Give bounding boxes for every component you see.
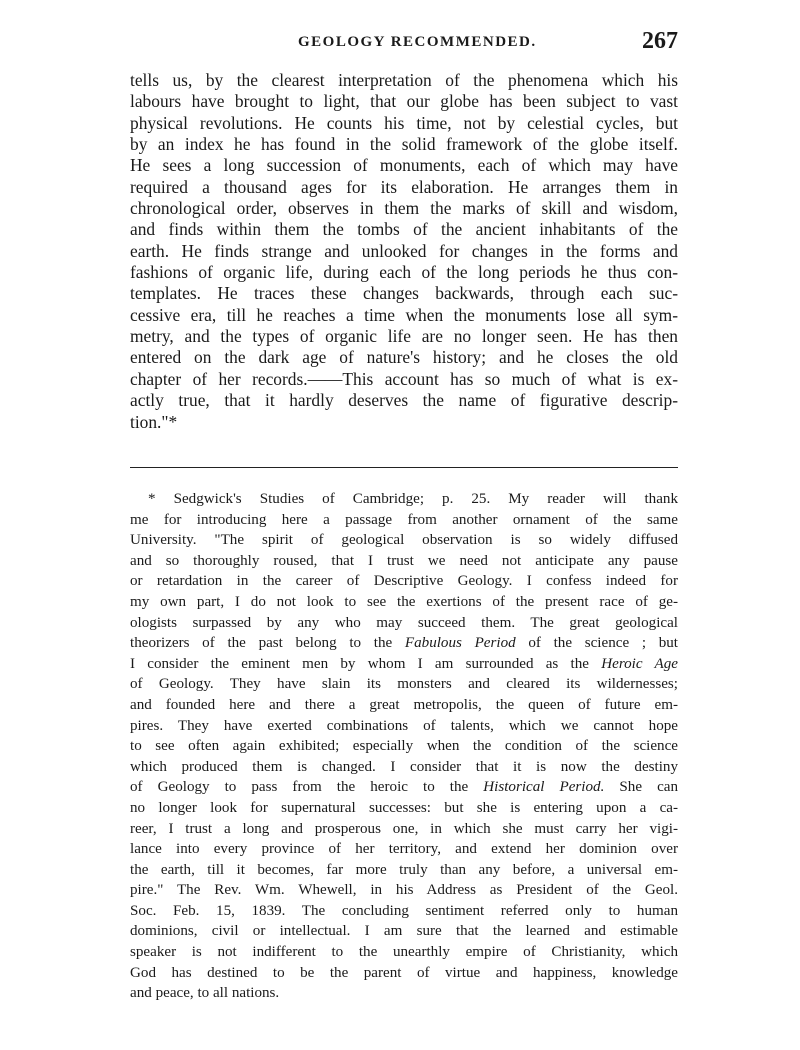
italic-term-heroic-age: Heroic Age: [601, 655, 678, 672]
body-line: by an index he has found in the solid framework of the globe itself.: [130, 134, 678, 155]
footnote-text: of the science ; but: [515, 635, 678, 652]
footnote-line: which produced them is changed. I consider that it is now the destiny: [130, 758, 678, 775]
footnote-line: [130, 777, 678, 798]
body-line: templates. He traces these changes backwards, through each suc-: [130, 283, 678, 304]
footnote-line: my own part, I do not look to see the exertions of the present race of ge-: [130, 593, 678, 610]
italic-term-historical-period: Historical Period.: [483, 779, 605, 796]
footnote-line: ologists surpassed by any who may succeed them. The great geological: [130, 614, 678, 631]
footnote-line: speaker is not indifferent to the unearthly empire of Christianity, which: [130, 944, 678, 961]
footnote-line: me for introducing here a passage from another ornament of the same: [130, 511, 678, 528]
footnote: [130, 489, 678, 1004]
footnote-line: the earth, till it becomes, far more truly than any before, a universal em-: [130, 861, 678, 878]
footnote-line: pire." The Rev. Wm. Whewell, in his Address as President of the Geol.: [130, 882, 678, 899]
footnote-text: She can: [604, 779, 679, 796]
body-line: He sees a long succession of monuments, each of which may have: [130, 155, 678, 176]
footnote-line: pires. They have exerted combinations of talents, which we cannot hope: [130, 717, 678, 734]
footnote-line: God has destined to be the parent of virtue and happiness, knowledge: [130, 964, 678, 981]
body-line: chapter of her records.——This account has so much of what is ex-: [130, 368, 678, 389]
footnote-line: to see often again exhibited; especially when the condition of the science: [130, 738, 678, 755]
body-line: tion."*: [130, 411, 178, 432]
footnote-line: [130, 633, 678, 654]
body-paragraph: [130, 70, 678, 433]
footnote-line: Soc. Feb. 15, 1839. The concluding sentiment referred only to human: [130, 902, 678, 919]
footnote-line: and peace, to all nations.: [130, 985, 280, 1002]
footnote-divider: [130, 467, 678, 468]
footnote-text: I consider the eminent men by whom I am surrounded as the: [130, 655, 602, 672]
body-line: required a thousand ages for its elaboration. He arranges them in: [130, 176, 678, 197]
footnote-line: no longer look for supernatural successes: but she is entering upon a ca-: [130, 799, 678, 816]
body-line: actly true, that it hardly deserves the name of figurative descrip-: [130, 390, 678, 411]
italic-term-fabulous-period: Fabulous Period: [404, 635, 516, 652]
footnote-line: * Sedgwick's Studies of Cambridge; p. 25. My reader will thank: [148, 491, 678, 507]
footnote-line: and founded here and there a great metropolis, the queen of future em-: [130, 696, 678, 713]
body-line: entered on the dark age of nature's history; and he closes the old: [130, 347, 678, 368]
footnote-line: or retardation in the career of Descriptive Geology. I confess indeed for: [130, 573, 678, 590]
footnote-line: lance into every province of her territory, and extend her dominion over: [130, 841, 678, 858]
running-title: GEOLOGY RECOMMENDED.: [298, 34, 537, 50]
footnote-text: of Geology to pass from the heroic to the: [130, 779, 484, 796]
body-line: physical revolutions. He counts his time, not by celestial cycles, but: [130, 112, 678, 133]
footnote-line: reer, I trust a long and prosperous one, in which she must carry her vigi-: [130, 820, 678, 837]
footnote-line: [130, 654, 678, 675]
body-line: and finds within them the tombs of the ancient inhabitants of the: [130, 219, 678, 240]
running-head: [130, 28, 678, 58]
footnote-line: of Geology. They have slain its monsters and cleared its wildernesses;: [130, 676, 678, 693]
footnote-line: dominions, civil or intellectual. I am sure that the learned and estimable: [130, 923, 678, 940]
page-number: 267: [642, 28, 678, 54]
body-line: metry, and the types of organic life are no longer seen. He has then: [130, 326, 678, 347]
body-line: earth. He finds strange and unlooked for changes in the forms and: [130, 240, 678, 261]
body-line: chronological order, observes in them the marks of skill and wisdom,: [130, 198, 678, 219]
body-line: tells us, by the clearest interpretation of the phenomena which his: [130, 70, 678, 90]
footnote-line: and so thoroughly roused, that I trust we need not anticipate any pause: [130, 552, 678, 569]
body-line: fashions of organic life, during each of the long periods he thus con-: [130, 262, 678, 283]
body-line: cessive era, till he reaches a time when the monuments lose all sym-: [130, 304, 678, 325]
body-line: labours have brought to light, that our globe has been subject to vast: [130, 91, 678, 112]
footnote-text: theorizers of the past belong to the: [130, 635, 405, 652]
footnote-line: University. "The spirit of geological observation is so widely diffused: [130, 532, 678, 549]
